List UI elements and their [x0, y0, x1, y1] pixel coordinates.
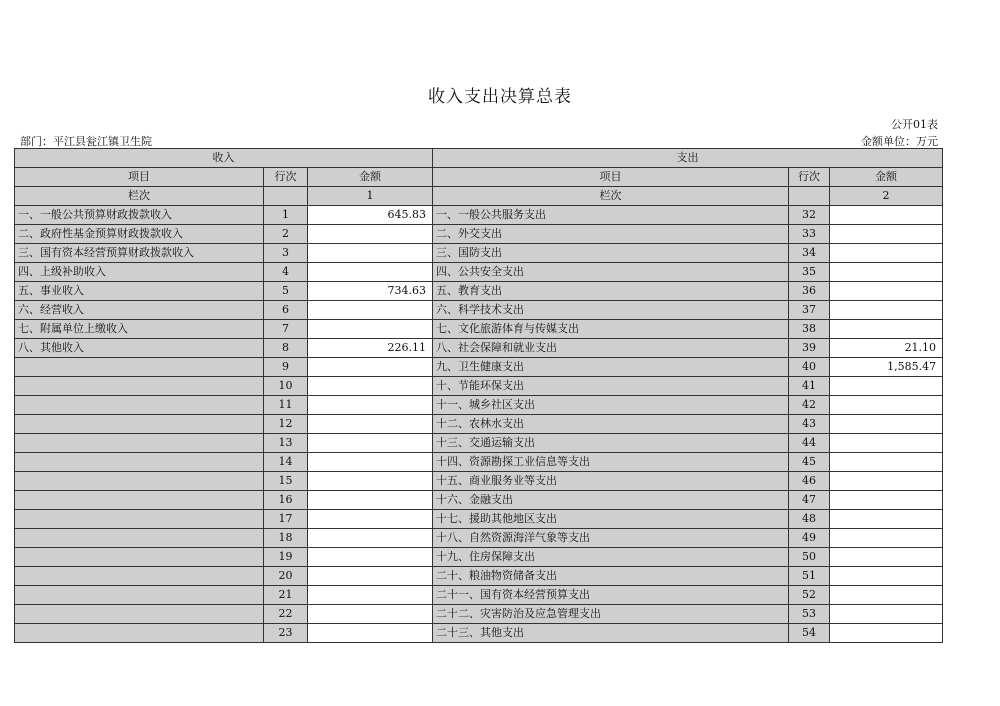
expense-line-cell: 47 [789, 491, 830, 510]
income-item-cell: 三、国有资本经营预算财政拨款收入 [15, 244, 264, 263]
expense-item-cell: 二十、粮油物资储备支出 [433, 567, 789, 586]
expense-line-cell: 50 [789, 548, 830, 567]
income-item-header: 项目 [15, 168, 264, 187]
expense-line-cell: 46 [789, 472, 830, 491]
income-line-cell: 21 [264, 586, 308, 605]
income-item-cell [15, 510, 264, 529]
income-amount-cell [308, 510, 433, 529]
income-line-cell: 19 [264, 548, 308, 567]
income-item-cell: 四、上级补助收入 [15, 263, 264, 282]
expense-amount-cell [830, 434, 943, 453]
income-line-cell: 15 [264, 472, 308, 491]
income-column-number: 1 [308, 187, 433, 206]
income-item-cell [15, 453, 264, 472]
income-line-cell: 10 [264, 377, 308, 396]
expense-line-cell: 41 [789, 377, 830, 396]
expense-item-cell: 二十三、其他支出 [433, 624, 789, 643]
expense-item-cell: 十九、住房保障支出 [433, 548, 789, 567]
income-item-cell [15, 377, 264, 396]
income-amount-cell [308, 244, 433, 263]
income-amount-cell [308, 529, 433, 548]
income-amount-cell [308, 377, 433, 396]
income-item-cell [15, 567, 264, 586]
expense-line-cell: 51 [789, 567, 830, 586]
expense-item-cell: 十七、援助其他地区支出 [433, 510, 789, 529]
expense-line-cell: 40 [789, 358, 830, 377]
expense-amount-cell [830, 548, 943, 567]
expense-line-cell: 37 [789, 301, 830, 320]
expense-item-cell: 十三、交通运输支出 [433, 434, 789, 453]
table-row [15, 510, 943, 529]
expense-amount-cell [830, 453, 943, 472]
income-line-cell: 8 [264, 339, 308, 358]
expense-amount-cell [830, 529, 943, 548]
income-item-cell [15, 548, 264, 567]
expense-amount-cell [830, 225, 943, 244]
column-number-row [15, 187, 943, 206]
income-item-cell [15, 415, 264, 434]
expense-amount-cell [830, 491, 943, 510]
income-amount-cell [308, 225, 433, 244]
expense-amount-cell [830, 415, 943, 434]
income-amount-cell [308, 624, 433, 643]
expense-line-cell: 52 [789, 586, 830, 605]
income-item-cell: 五、事业收入 [15, 282, 264, 301]
table-row [15, 624, 943, 643]
income-item-cell [15, 624, 264, 643]
income-item-cell: 二、政府性基金预算财政拨款收入 [15, 225, 264, 244]
income-item-cell: 七、附属单位上缴收入 [15, 320, 264, 339]
expense-amount-cell [830, 567, 943, 586]
expense-amount-cell: 21.10 [830, 339, 943, 358]
expense-amount-cell [830, 510, 943, 529]
expense-line-cell: 43 [789, 415, 830, 434]
income-amount-cell: 226.11 [308, 339, 433, 358]
expense-item-cell: 二十二、灾害防治及应急管理支出 [433, 605, 789, 624]
table-row [15, 491, 943, 510]
report-title: 收入支出决算总表 [428, 87, 572, 107]
expense-amount-cell [830, 282, 943, 301]
expense-row-no-header: 行次 [789, 168, 830, 187]
expense-amount-cell [830, 320, 943, 339]
income-item-cell: 一、一般公共预算财政拨款收入 [15, 206, 264, 225]
expense-item-cell: 五、教育支出 [433, 282, 789, 301]
expense-line-cell: 32 [789, 206, 830, 225]
income-line-cell: 13 [264, 434, 308, 453]
table-row [15, 358, 943, 377]
expense-item-cell: 九、卫生健康支出 [433, 358, 789, 377]
expense-item-cell: 六、科学技术支出 [433, 301, 789, 320]
expense-line-cell: 33 [789, 225, 830, 244]
income-item-cell [15, 434, 264, 453]
income-line-cell: 3 [264, 244, 308, 263]
amount-unit-label: 金额单位：万元 [861, 135, 938, 148]
expense-line-cell: 53 [789, 605, 830, 624]
income-item-cell [15, 491, 264, 510]
income-amount-cell [308, 320, 433, 339]
expense-item-cell: 十八、自然资源海洋气象等支出 [433, 529, 789, 548]
expense-item-cell: 三、国防支出 [433, 244, 789, 263]
table-row [15, 339, 943, 358]
income-item-cell [15, 396, 264, 415]
expense-amount-cell [830, 624, 943, 643]
expense-line-cell: 34 [789, 244, 830, 263]
table-row [15, 377, 943, 396]
expense-amount-cell [830, 301, 943, 320]
income-line-cell: 11 [264, 396, 308, 415]
section-header-row [15, 149, 943, 168]
expense-item-cell: 十二、农林水支出 [433, 415, 789, 434]
expense-column-blank [789, 187, 830, 206]
income-row-no-header: 行次 [264, 168, 308, 187]
table-row [15, 434, 943, 453]
income-line-cell: 6 [264, 301, 308, 320]
expense-amount-cell [830, 586, 943, 605]
income-amount-cell: 645.83 [308, 206, 433, 225]
income-amount-cell [308, 567, 433, 586]
expense-item-cell: 八、社会保障和就业支出 [433, 339, 789, 358]
table-row [15, 206, 943, 225]
expense-line-cell: 35 [789, 263, 830, 282]
expense-line-cell: 36 [789, 282, 830, 301]
expense-item-cell: 七、文化旅游体育与传媒支出 [433, 320, 789, 339]
income-amount-cell [308, 301, 433, 320]
income-item-cell [15, 529, 264, 548]
income-amount-cell: 734.63 [308, 282, 433, 301]
expense-amount-cell [830, 605, 943, 624]
expense-line-cell: 38 [789, 320, 830, 339]
income-line-cell: 20 [264, 567, 308, 586]
expense-line-cell: 42 [789, 396, 830, 415]
table-number: 公开01表 [891, 118, 938, 131]
income-item-cell: 八、其他收入 [15, 339, 264, 358]
table-row [15, 225, 943, 244]
table-row [15, 529, 943, 548]
expense-column-number: 2 [830, 187, 943, 206]
income-amount-header: 金额 [308, 168, 433, 187]
income-column-blank [264, 187, 308, 206]
expense-line-cell: 48 [789, 510, 830, 529]
expense-section-header: 支出 [433, 149, 943, 168]
income-line-cell: 5 [264, 282, 308, 301]
income-item-cell [15, 586, 264, 605]
income-line-cell: 14 [264, 453, 308, 472]
table-row [15, 548, 943, 567]
income-amount-cell [308, 434, 433, 453]
expense-amount-header: 金额 [830, 168, 943, 187]
table-row [15, 396, 943, 415]
income-line-cell: 12 [264, 415, 308, 434]
income-expense-summary-table [14, 148, 943, 643]
expense-amount-cell [830, 244, 943, 263]
income-column-label: 栏次 [15, 187, 264, 206]
income-item-cell [15, 358, 264, 377]
table-row [15, 320, 943, 339]
table-row [15, 567, 943, 586]
table-row [15, 415, 943, 434]
income-amount-cell [308, 548, 433, 567]
income-amount-cell [308, 415, 433, 434]
income-amount-cell [308, 472, 433, 491]
expense-amount-cell [830, 396, 943, 415]
table-row [15, 244, 943, 263]
expense-line-cell: 45 [789, 453, 830, 472]
income-line-cell: 1 [264, 206, 308, 225]
expense-amount-cell [830, 472, 943, 491]
table-row [15, 472, 943, 491]
table-row [15, 282, 943, 301]
income-item-cell [15, 472, 264, 491]
expense-item-header: 项目 [433, 168, 789, 187]
expense-line-cell: 54 [789, 624, 830, 643]
income-amount-cell [308, 263, 433, 282]
expense-amount-cell [830, 377, 943, 396]
income-line-cell: 16 [264, 491, 308, 510]
table-row [15, 263, 943, 282]
income-line-cell: 23 [264, 624, 308, 643]
expense-amount-cell [830, 263, 943, 282]
income-amount-cell [308, 396, 433, 415]
expense-item-cell: 十、节能环保支出 [433, 377, 789, 396]
expense-item-cell: 十六、金融支出 [433, 491, 789, 510]
income-line-cell: 4 [264, 263, 308, 282]
table-row [15, 301, 943, 320]
income-amount-cell [308, 586, 433, 605]
column-header-row [15, 168, 943, 187]
expense-item-cell: 一、一般公共服务支出 [433, 206, 789, 225]
income-amount-cell [308, 358, 433, 377]
expense-line-cell: 49 [789, 529, 830, 548]
expense-item-cell: 十一、城乡社区支出 [433, 396, 789, 415]
income-item-cell [15, 605, 264, 624]
expense-item-cell: 四、公共安全支出 [433, 263, 789, 282]
income-line-cell: 9 [264, 358, 308, 377]
income-amount-cell [308, 605, 433, 624]
expense-item-cell: 十五、商业服务业等支出 [433, 472, 789, 491]
table-row [15, 453, 943, 472]
expense-amount-cell [830, 206, 943, 225]
income-line-cell: 7 [264, 320, 308, 339]
income-line-cell: 2 [264, 225, 308, 244]
expense-item-cell: 二十一、国有资本经营预算支出 [433, 586, 789, 605]
expense-amount-cell: 1,585.47 [830, 358, 943, 377]
table-body [15, 206, 943, 643]
income-line-cell: 18 [264, 529, 308, 548]
expense-line-cell: 44 [789, 434, 830, 453]
table-row [15, 605, 943, 624]
expense-column-label: 栏次 [433, 187, 789, 206]
income-amount-cell [308, 453, 433, 472]
department-label: 部门：平江县瓮江镇卫生院 [20, 135, 152, 148]
expense-line-cell: 39 [789, 339, 830, 358]
table-row [15, 586, 943, 605]
income-item-cell: 六、经营收入 [15, 301, 264, 320]
income-line-cell: 17 [264, 510, 308, 529]
income-amount-cell [308, 491, 433, 510]
income-line-cell: 22 [264, 605, 308, 624]
income-section-header: 收入 [15, 149, 433, 168]
expense-item-cell: 十四、资源勘探工业信息等支出 [433, 453, 789, 472]
expense-item-cell: 二、外交支出 [433, 225, 789, 244]
